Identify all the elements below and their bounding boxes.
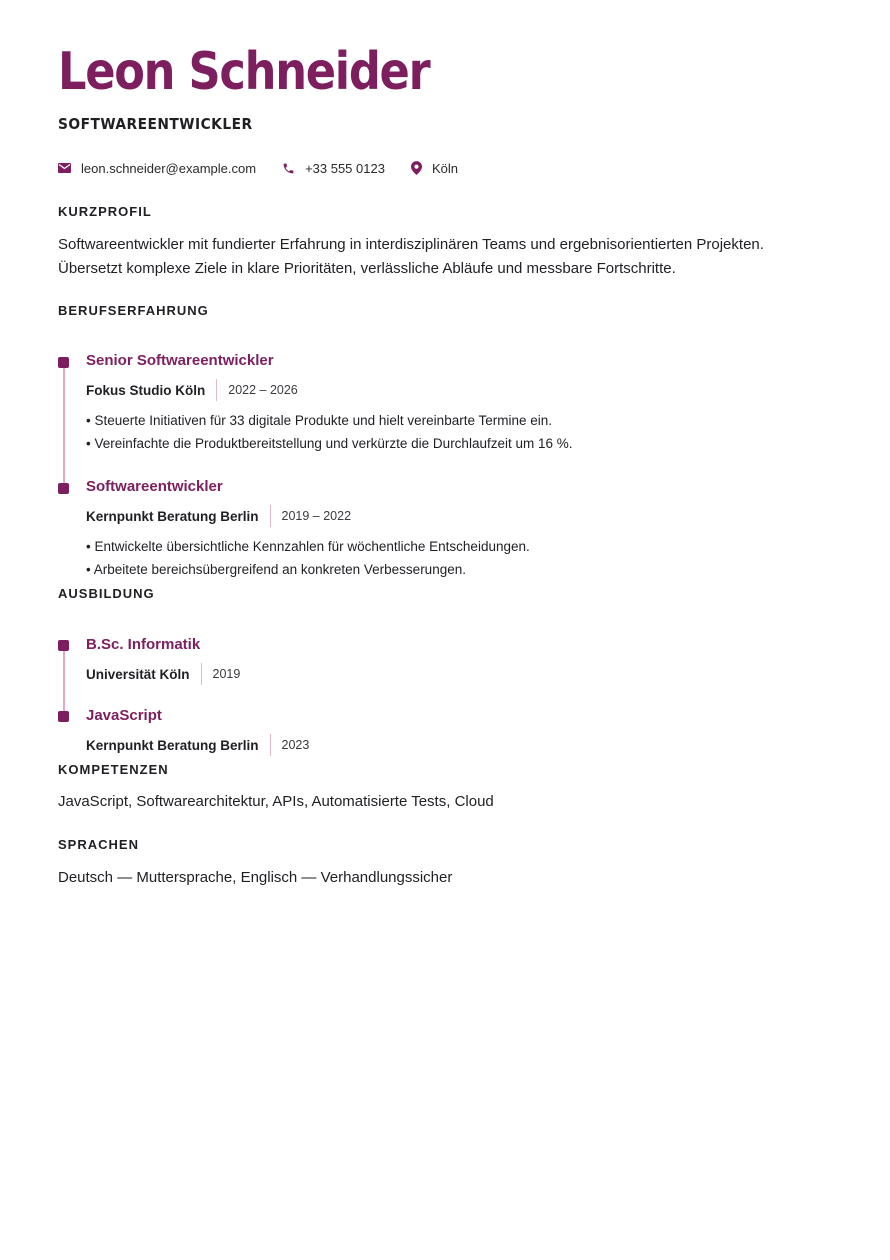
summary-text: Softwareentwickler mit fundierter Erfahrung in interdisziplinären Teams und ergebnisorientierten Projekten. Übersetzt komplexe Ziele in klare Prioritäten, verlässliche Abläufe und messbare Fortschritte. bbox=[58, 236, 764, 277]
achievement-item: • Arbeitete bereichsübergreifend an konkreten Verbesserungen. bbox=[86, 561, 466, 577]
timeline-line bbox=[63, 646, 65, 717]
entry-meta bbox=[86, 734, 309, 756]
education-timeline bbox=[58, 603, 832, 763]
timeline-marker bbox=[58, 640, 69, 651]
languages-text: Deutsch — Muttersprache, Englisch — Verhandlungssicher bbox=[58, 869, 453, 886]
employment-period: 2019 – 2022 bbox=[281, 509, 352, 523]
summary-section bbox=[58, 203, 832, 281]
meta-divider bbox=[216, 379, 217, 401]
skills-heading: KOMPETENZEN bbox=[58, 762, 169, 777]
achievement-item: • Steuerte Initiativen für 33 digitale Produkte und hielt vereinbarte Termine ein. bbox=[86, 413, 553, 428]
employment-period: 2022 – 2026 bbox=[228, 383, 298, 397]
summary-heading: KURZPROFIL bbox=[58, 204, 152, 219]
education-section bbox=[58, 585, 832, 763]
timeline-marker bbox=[58, 711, 69, 722]
achievement-list bbox=[86, 536, 832, 581]
location-pin-icon bbox=[411, 161, 422, 175]
contact-email bbox=[58, 161, 256, 176]
education-heading: AUSBILDUNG bbox=[58, 586, 155, 601]
degree-title: JavaScript bbox=[86, 707, 162, 724]
entry-meta bbox=[86, 505, 351, 527]
entry-meta bbox=[86, 379, 298, 401]
experience-section bbox=[58, 302, 832, 580]
contact-location bbox=[411, 161, 458, 176]
achievement-item: • Entwickelte übersichtliche Kennzahlen für wöchentliche Entscheidungen. bbox=[86, 539, 530, 554]
skills-text: JavaScript, Softwarearchitektur, APIs, Automatisierte Tests, Cloud bbox=[58, 793, 494, 810]
role-title: Softwareentwickler bbox=[86, 478, 223, 495]
achievement-list bbox=[86, 410, 832, 455]
meta-divider bbox=[201, 663, 202, 685]
company-name: Kernpunkt Beratung Berlin bbox=[86, 508, 259, 524]
location-text: Köln bbox=[431, 160, 458, 176]
graduation-year: 2023 bbox=[281, 738, 310, 752]
candidate-name: Leon Schneider bbox=[58, 42, 430, 102]
phone-icon bbox=[282, 162, 295, 175]
role-title: Senior Softwareentwickler bbox=[86, 352, 274, 369]
experience-timeline bbox=[58, 320, 832, 580]
languages-section bbox=[58, 836, 832, 889]
company-name: Fokus Studio Köln bbox=[86, 382, 206, 398]
envelope-icon bbox=[58, 163, 71, 173]
degree-title: B.Sc. Informatik bbox=[86, 636, 201, 653]
timeline-marker bbox=[58, 483, 69, 494]
email-text: leon.schneider@example.com bbox=[81, 160, 257, 176]
graduation-year: 2019 bbox=[212, 667, 241, 681]
skills-section bbox=[58, 761, 832, 813]
contact-row bbox=[58, 158, 484, 178]
entry-meta bbox=[86, 663, 240, 685]
achievement-item: • Vereinfachte die Produktbereitstellung und verkürzte die Durchlaufzeit um 16 %. bbox=[86, 435, 573, 451]
timeline-line bbox=[63, 363, 65, 489]
contact-phone bbox=[282, 161, 385, 176]
languages-heading: SPRACHEN bbox=[58, 837, 139, 852]
timeline-marker bbox=[58, 357, 69, 368]
phone-text: +33 555 0123 bbox=[305, 160, 385, 176]
experience-heading: BERUFSERFAHRUNG bbox=[58, 303, 209, 318]
meta-divider bbox=[270, 734, 271, 756]
job-title: SOFTWAREENTWICKLER bbox=[58, 115, 253, 133]
meta-divider bbox=[270, 505, 271, 527]
institution-name: Kernpunkt Beratung Berlin bbox=[86, 737, 259, 753]
institution-name: Universität Köln bbox=[86, 666, 190, 682]
